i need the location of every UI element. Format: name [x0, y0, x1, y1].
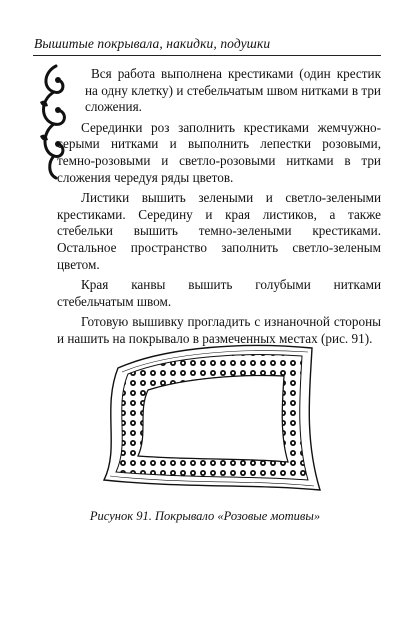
paragraph-2: Серединки роз заполнить крестиками жемчужно-серыми нитками и выполнить лепестки розовыми, темно-розовыми и светло-розовыми нитками в три сложения чередуя ряды цветов. — [57, 119, 381, 185]
paragraph-3: Листики вышить зелеными и светло-зелеными крестиками. Середину и края листиков, а также стебельки вышить темно-зелеными крестиками. Остальное пространство заполнить светло-зеленым цветом. — [57, 190, 381, 272]
header-rule — [33, 55, 381, 56]
paragraph-1: Вся работа выполнена крестиками (один крестик на одну клетку) и стебельчатым швом нитками в три сложения. — [85, 66, 381, 115]
paragraph-5: Готовую вышивку прогладить с изнаночной стороны и нашить на покрывало в размеченных местах (рис. 91). — [57, 314, 381, 346]
running-header: Вышитые покрывала, накидки, подушки — [34, 36, 271, 51]
paragraph-4: Края канвы вышить голубыми нитками стебельчатым швом. — [57, 277, 381, 309]
figure-caption: Рисунок 91. Покрывало «Розовые мотивы» — [89, 509, 321, 523]
inner-panel — [138, 376, 288, 462]
body-text — [57, 66, 381, 352]
coverlet-illustration — [98, 338, 324, 498]
